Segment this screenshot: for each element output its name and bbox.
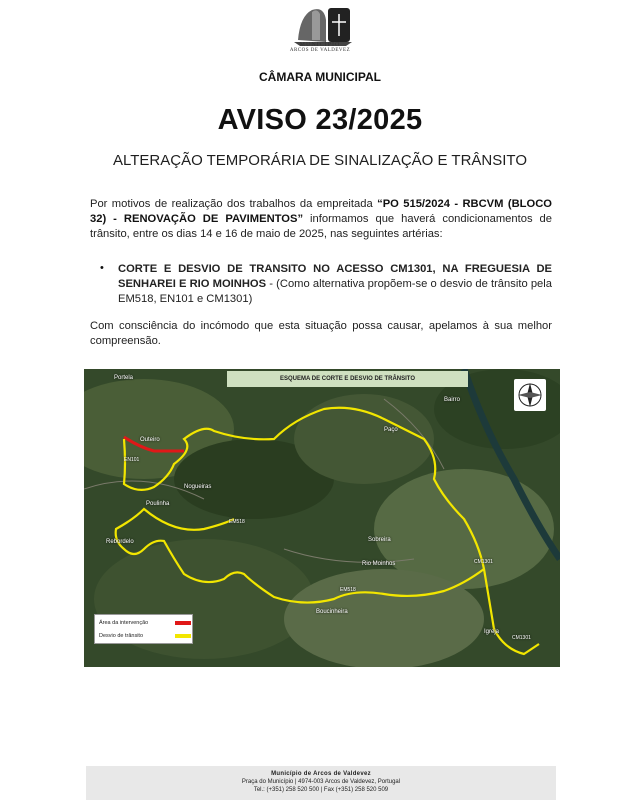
footer-contacts: Tel.: (+351) 258 520 500 | Fax (+351) 258 520 509	[253, 787, 389, 793]
bullet-item	[118, 262, 552, 307]
place-label: Nogueiras	[184, 484, 212, 490]
legend-swatch	[175, 634, 191, 638]
place-label: Outeiro	[140, 437, 160, 443]
page-subtitle: ALTERAÇÃO TEMPORÁRIA DE SINALIZAÇÃO E TRÂNSITO	[113, 152, 527, 169]
bullet-title: CORTE E DESVIO DE TRANSITO NO ACESSO CM1301, NA FREGUESIA DE SENHAREI E RIO MOINHOS	[118, 263, 552, 290]
place-label: Rebordelo	[106, 539, 134, 545]
footer-address: Praça do Município | 4974-003 Arcos de Valdevez, Portugal	[241, 779, 401, 785]
closing-paragraph: Com consciência do incómodo que esta situação possa causar, apelamos à sua melhor compreensão.	[90, 320, 552, 347]
footer-name: Município de Arcos de Valdevez	[271, 771, 371, 777]
intro-works-name: “PO 515/2024 - RBCVM (BLOCO 32) - RENOVAÇÃO DE PAVIMENTOS”	[90, 198, 552, 225]
legend-swatch	[175, 621, 191, 625]
place-label: Portela	[114, 375, 134, 381]
legend-item	[99, 620, 191, 626]
place-label: Sobreira	[368, 537, 391, 543]
road-label: EM518	[340, 587, 356, 593]
bullet-marker: •	[100, 262, 104, 274]
place-label: Poulinha	[146, 501, 170, 507]
page-footer	[86, 766, 556, 800]
legend-item	[99, 633, 191, 639]
page-title: AVISO 23/2025	[217, 104, 423, 136]
road-label: EN101	[124, 457, 140, 463]
intro-text-a: Por motivos de realização dos trabalhos da empreitada	[90, 198, 378, 210]
legend-label: Desvio de trânsito	[99, 633, 144, 639]
council-heading: CÂMARA MUNICIPAL	[259, 70, 381, 84]
logo-line1: MUNICÍPIO	[299, 42, 341, 48]
map-legend	[94, 614, 193, 644]
logo-line2: ARCOS DE VALDEVEZ	[289, 48, 351, 53]
place-label: Bairro	[444, 397, 461, 403]
intro-text-b: informamos que haverá condicionamentos de trânsito, entre os dias 14 e 16 de maio de 2025, nas seguintes artérias:	[90, 213, 552, 240]
intro-paragraph	[90, 197, 552, 242]
place-label: Rio Moinhos	[362, 561, 396, 567]
road-label: EM518	[229, 519, 245, 525]
place-label: Igreja	[484, 629, 500, 635]
legend-label: Área da intervenção	[99, 620, 149, 626]
bullet-detail: - (Como alternativa propõem-se o desvio de trânsito pela EM518, EN101 e CM1301)	[118, 278, 552, 305]
compass-icon	[514, 379, 546, 411]
road-label: CM1301	[474, 559, 493, 565]
place-label: Paço	[384, 427, 398, 433]
logo-caption	[270, 42, 370, 53]
road-label: CM1301	[512, 635, 531, 641]
map-title: ESQUEMA DE CORTE E DESVIO DE TRÂNSITO	[227, 371, 468, 387]
place-label: Boucinheira	[316, 609, 348, 615]
